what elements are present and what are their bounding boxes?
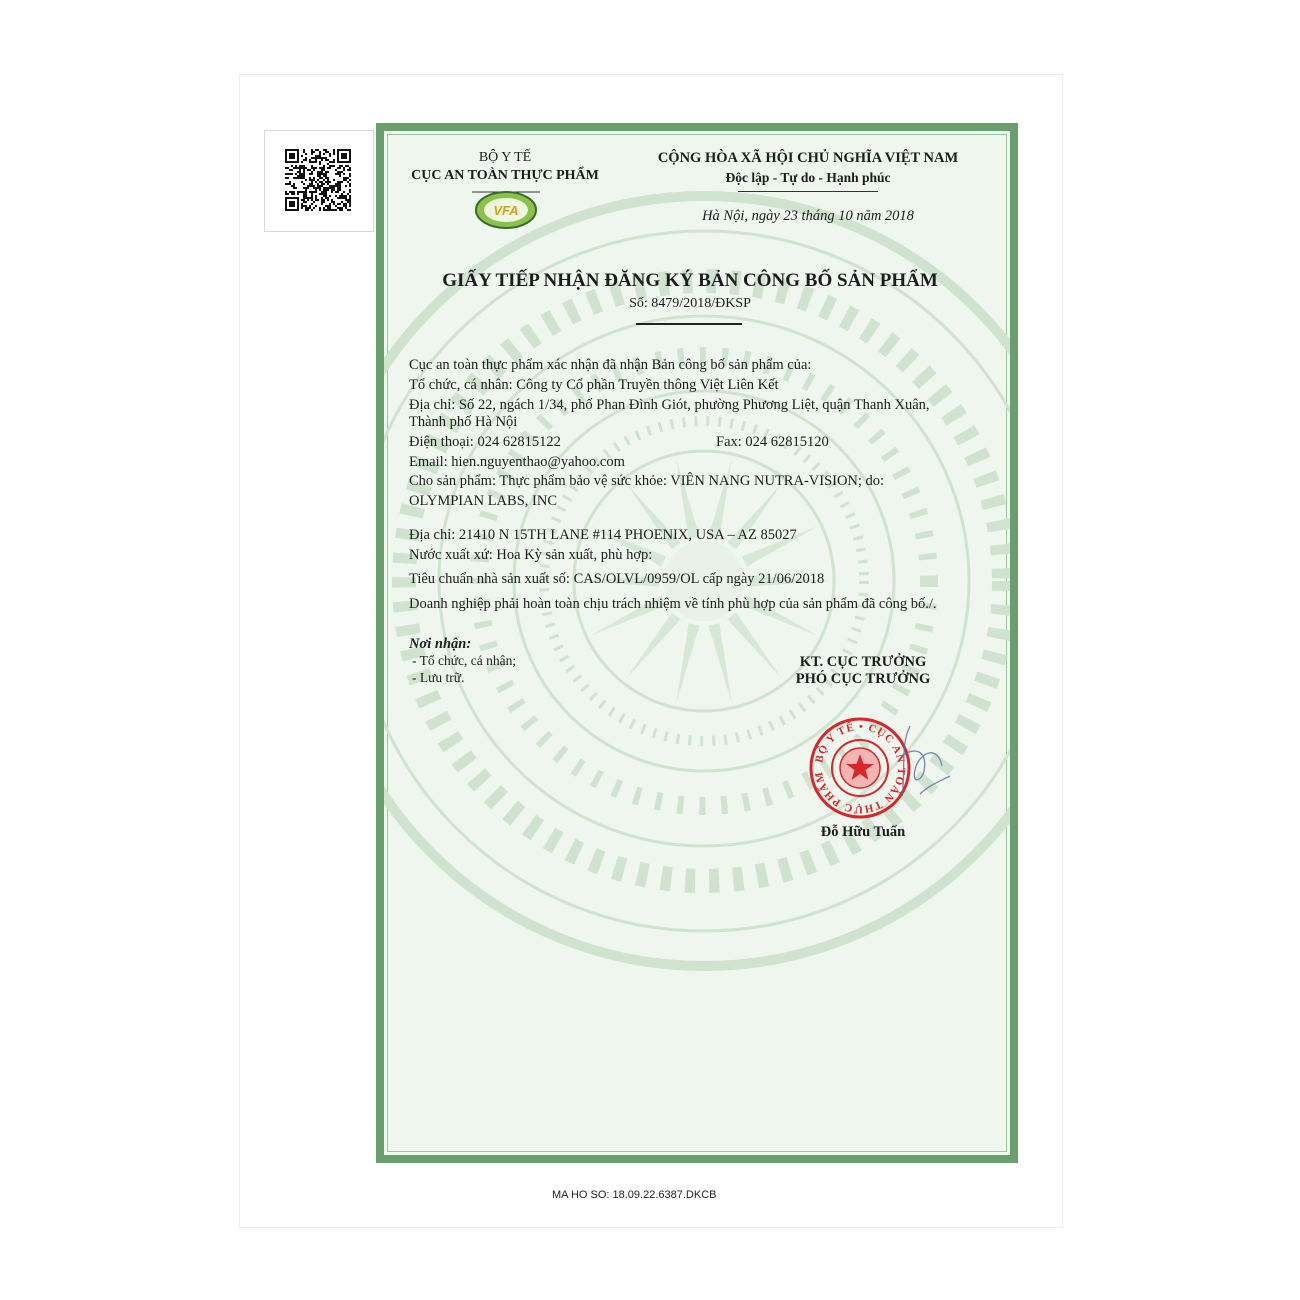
body-intro: Cục an toàn thực phẩm xác nhận đã nhận Bản công bố sản phẩm của: xyxy=(409,357,812,373)
signature-title-1: KT. CỤC TRƯỞNG xyxy=(799,654,927,670)
document-title: GIẤY TIẾP NHẬN ĐĂNG KÝ BẢN CÔNG BỐ SẢN PHẨM xyxy=(442,270,938,291)
drum-star-ray xyxy=(709,623,732,703)
body-address-line-2: Thành phố Hà Nội xyxy=(409,414,518,430)
issue-date: Hà Nội, ngày 23 tháng 10 năm 2018 xyxy=(702,208,914,224)
country-name: CỘNG HÒA XÃ HỘI CHỦ NGHĨA VIỆT NAM xyxy=(657,150,959,166)
drum-star-ray xyxy=(626,612,680,678)
body-responsibility: Doanh nghiệp phải hoàn toàn chịu trách nhiệm về tính phù hợp của sản phẩm đã công bố./. xyxy=(409,596,937,612)
body-email: Email: hien.nguyenthao@yahoo.com xyxy=(409,454,625,470)
qr-code-icon xyxy=(285,149,351,211)
qr-code xyxy=(264,130,374,232)
vfa-logo-text: VFA xyxy=(493,203,519,218)
body-origin: Nước xuất xứ: Hoa Kỳ sản xuất, phù hợp: xyxy=(409,547,653,563)
title-underline xyxy=(636,323,742,325)
recipient-item: - Lưu trữ. xyxy=(412,670,465,685)
stamp-text: BỘ Y TẾ • CỤC AN TOÀN THỰC PHẨM xyxy=(812,720,908,816)
body-fax: Fax: 024 62815120 xyxy=(716,434,829,450)
vfa-logo xyxy=(470,186,542,230)
ministry-name: BỘ Y TẾ xyxy=(478,150,532,165)
motto-underline xyxy=(738,191,878,192)
body-manufacturer-address: Địa chỉ: 21410 N 15TH LANE #114 PHOENIX, USA – AZ 85027 xyxy=(409,527,797,543)
body-address-line-1: Địa chỉ: Số 22, ngách 1/34, phố Phan Đình Giót, phường Phương Liệt, quận Thanh Xuân, xyxy=(409,397,930,413)
document-number: Số: 8479/2018/ĐKSP xyxy=(629,296,751,311)
recipient-item: - Tổ chức, cá nhân; xyxy=(412,653,517,668)
signature-title-2: PHÓ CỤC TRƯỞNG xyxy=(795,671,931,687)
national-motto: Độc lập - Tự do - Hạnh phúc xyxy=(725,170,891,185)
recipients-heading: Nơi nhận: xyxy=(409,636,472,652)
body-product-line-1: Cho sản phẩm: Thực phẩm bảo vệ sức khỏe: VIÊN NANG NUTRA-VISION; do: xyxy=(409,473,885,489)
drum-star-ray xyxy=(676,623,699,703)
handwritten-signature xyxy=(880,716,960,806)
body-organization: Tổ chức, cá nhân: Công ty Cổ phần Truyền thông Việt Liên Kết xyxy=(409,377,779,393)
record-number: MA HO SO: 18.09.22.6387.DKCB xyxy=(552,1189,717,1201)
body-phone: Điện thoại: 024 62815122 xyxy=(409,434,561,450)
body-standard: Tiêu chuẩn nhà sản xuất số: CAS/OLVL/0959/OL cấp ngày 21/06/2018 xyxy=(409,571,825,587)
department-name: CỤC AN TOÀN THỰC PHẨM xyxy=(411,168,599,183)
body-product-line-2: OLYMPIAN LABS, INC xyxy=(409,493,557,509)
signer-name: Đỗ Hữu Tuấn xyxy=(820,824,906,840)
